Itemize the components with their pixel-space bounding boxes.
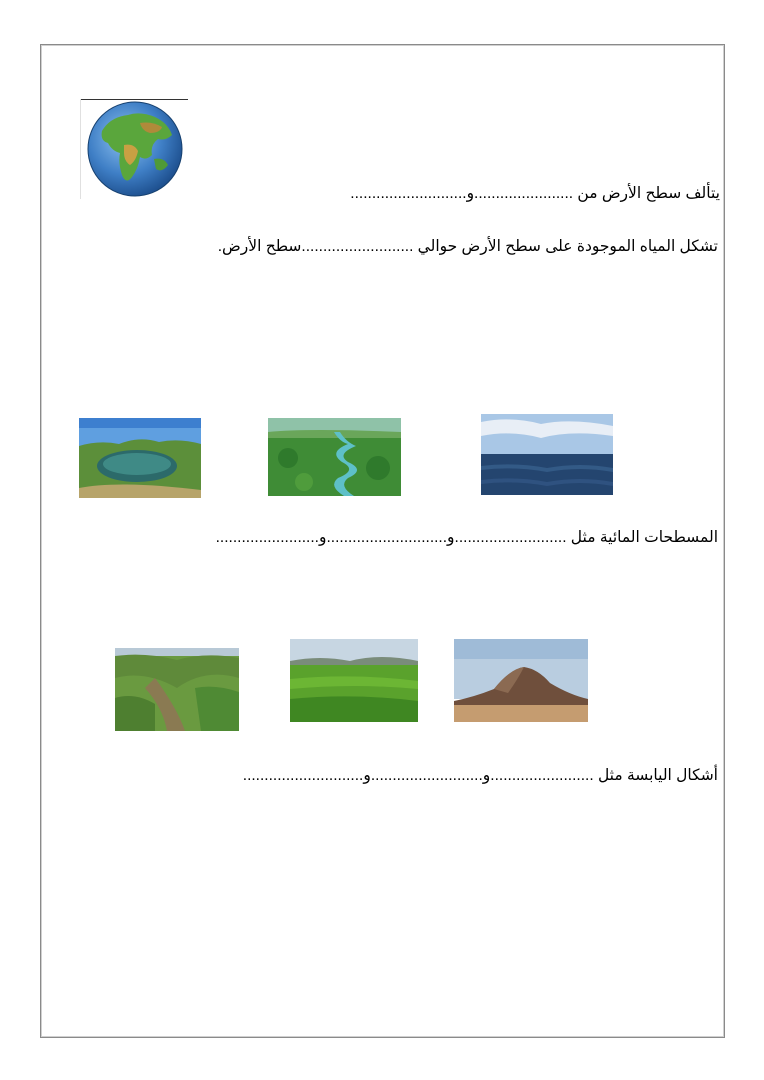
sea-photo bbox=[481, 414, 613, 495]
globe-icon bbox=[80, 99, 188, 199]
sentence-water-percentage: تشكل المياه الموجودة على سطح الأرض حوالي ..........................سطح الأرض. bbox=[217, 238, 718, 255]
valley-photo bbox=[115, 648, 239, 731]
lake-photo bbox=[79, 418, 201, 498]
plain-photo bbox=[290, 639, 418, 722]
mountain-photo bbox=[454, 639, 588, 722]
sentence-landforms: أشكال اليابسة مثل ........................و..........................و............................ bbox=[242, 767, 718, 784]
river-photo bbox=[268, 418, 401, 496]
sentence-water-bodies: المسطحات المائية مثل ..........................و............................و........................ bbox=[215, 529, 718, 546]
sentence-earth-surface: يتألف سطح الأرض من .......................و........................... bbox=[350, 185, 720, 202]
